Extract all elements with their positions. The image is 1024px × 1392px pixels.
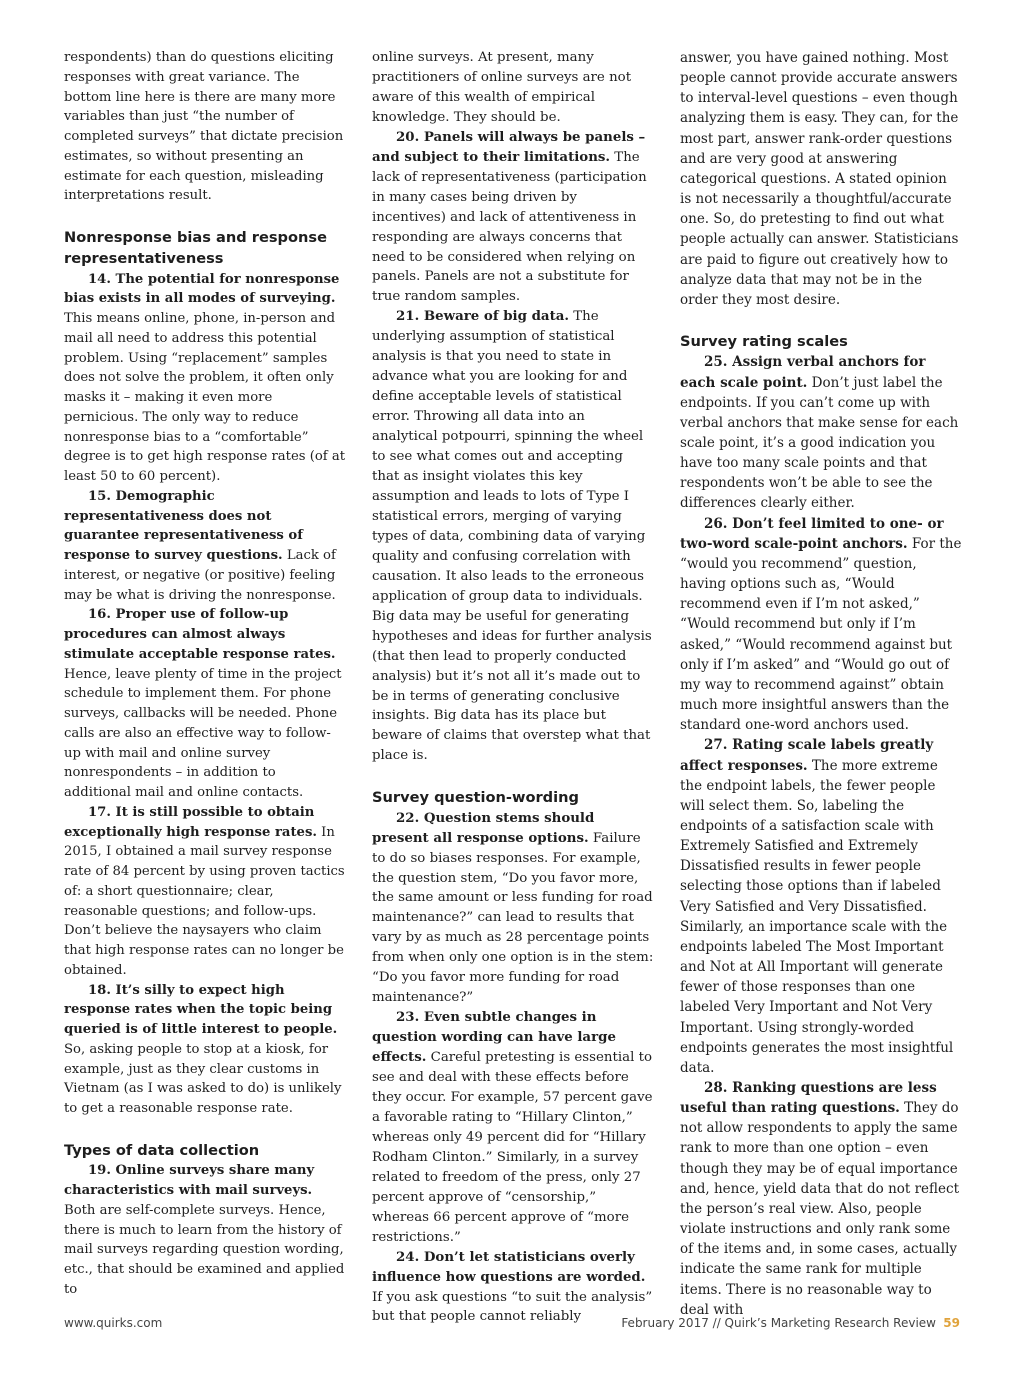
tip-27-title: 27. Rating scale labels greatly affect responses. <box>680 737 934 774</box>
tip-27 <box>680 735 962 1078</box>
paragraph: online surveys. At present, many practitioners of online surveys are not aware of this wealth of empirical knowledge. They should be. <box>372 50 632 125</box>
tip-24-body: If you ask questions “to suit the analysis” but that people cannot reliably <box>372 1289 653 1325</box>
tip-23-title: 23. Even subtle changes in question wording can have large effects. <box>372 1009 616 1066</box>
tip-21-title: 21. Beware of big data. <box>396 308 570 325</box>
tip-20-title: 20. Panels will always be panels – and subject to their limitations. <box>372 128 646 165</box>
tip-23 <box>372 1008 654 1247</box>
tip-25-title: 25. Assign verbal anchors for each scale point. <box>680 354 926 391</box>
tip-17-body: In 2015, I obtained a mail survey response rate of 84 percent by using proven tactics of: a short questionnaire; clear, reasonable questions; and follow-ups. Don’t believe the naysayers who claim that high response rates can no longer be obtained. <box>64 824 345 978</box>
tip-22-body: Failure to do so biases responses. For example, the question stem, “Do you favor more, the same amount or less funding for road maintenance?” can lead to results that vary by as much as 28 percentage points from when only one option is in the stem: “Do you favor more funding for road maintenance?” <box>372 830 654 1006</box>
tip-15-body: Lack of interest, or negative (or positive) feeling may be what is driving the nonresponse. <box>64 548 336 603</box>
tip-14-body: This means online, phone, in-person and mail all need to address this potential problem. Using “replacement” samples does not solve the problem, it often only masks it – making it even more pernicious. The only way to reduce nonresponse bias to a “comfortable” degree is to get high response rates (of at least 50 to 60 percent). <box>64 311 346 485</box>
tip-17 <box>64 803 346 981</box>
footer-publication: February 2017 // Quirk’s Marketing Research Review <box>621 1316 936 1330</box>
section-heading-wording: Survey question-wording <box>372 789 579 807</box>
tip-25 <box>680 352 962 513</box>
tip-23-body: Careful pretesting is essential to see and deal with these effects before they occur. For example, 57 percent gave a favorable rating to “Hillary Clinton,” whereas only 49 percent did for “Hillary Rodham Clinton.” Similarly, in a survey related to freedom of the press, only 27 percent approve of “censorship,” whereas 66 percent approve of “more restrictions.” <box>372 1050 653 1245</box>
tip-24-title: 24. Don’t let statisticians overly influence how questions are worded. <box>372 1248 646 1285</box>
tip-20-body: The lack of representativeness (participation in many cases being driven by incentives) and lack of attentiveness in responding are always concerns that need to be considered when relying on panels. Panels are not a substitute for true random samples. <box>372 149 647 305</box>
paragraph: respondents) than do questions eliciting responses with great variance. The bottom line here is there are many more variables than just “the number of completed surveys” that dictate precision estimates, so without presenting an estimate for each question, misleading interpretations result. <box>64 50 344 204</box>
tip-24 <box>372 1248 654 1328</box>
tip-18 <box>64 981 346 1119</box>
tip-16-title: 16. Proper use of follow-up procedures can almost always stimulate acceptable response rates. <box>64 607 336 662</box>
tip-20 <box>372 128 654 308</box>
tip-18-title: 18. It’s silly to expect high response rates when the topic being queried is of little interest to people. <box>64 982 338 1038</box>
tip-22-title: 22. Question stems should present all response options. <box>372 809 595 846</box>
tip-22 <box>372 809 654 1009</box>
section-heading-nonresponse: Nonresponse bias and response representativeness <box>64 229 327 268</box>
tip-17-title: 17. It is still possible to obtain exceptionally high response rates. <box>64 804 317 840</box>
tip-15-title: 15. Demographic representativeness does not guarantee representativeness of response to survey questions. <box>64 488 303 564</box>
tip-15 <box>64 487 346 606</box>
tip-28 <box>680 1078 962 1320</box>
page-number: 59 <box>943 1316 960 1330</box>
tip-19-body: Both are self-complete surveys. Hence, there is much to learn from the history of mail surveys regarding question wording, etc., that should be examined and applied to <box>64 1202 345 1297</box>
paragraph: answer, you have gained nothing. Most people cannot provide accurate answers to interval-level questions – even though analyzing them is easy. They can, for the most part, answer rank-order questions and are very good at answering categorical questions. A stated opinion is not necessarily a thoughtful/accurate one. So, do pretesting to find out what people actually can answer. Statisticians are paid to figure out creatively how to analyze data that may not be in the order they most desire. <box>680 50 959 308</box>
tip-28-title: 28. Ranking questions are less useful than rating questions. <box>680 1080 937 1117</box>
tip-27-body: The more extreme the endpoint labels, the fewer people will select them. So, labeling the endpoints of a satisfaction scale with Extremely Satisfied and Extremely Dissatisfied results in fewer people selecting those options than if labeled Very Satisfied and Very Dissatisfied. Similarly, an importance scale with the endpoints labeled The Most Important and Not at All Important will generate fewer of those responses than one labeled Very Important and Not Very Important. Using strongly-worded endpoints generates the most insightful data. <box>680 757 954 1076</box>
tip-26 <box>680 514 962 736</box>
tip-21-body: The underlying assumption of statistical analysis is that you need to state in advance what you are looking for and define acceptable levels of statistical error. Throwing all data into an analytical potpourri, spinning the wheel to see what comes out and accepting that as insight violates this key assumption and leads to lots of Type I statistical errors, merging of varying types of data, combining data of varying quality and confusing correlation with causation. It also leads to the erroneous application of group data to individuals. Big data may be useful for generating hypotheses and ideas for further analysis (that then lead to properly conducted analysis) but it’s not all it’s made out to be in terms of generating conclusive insights. Big data has its place but beware of claims that overstep what that place is. <box>372 309 652 764</box>
column-2 <box>372 48 654 1327</box>
tip-26-body: For the “would you recommend” question, having options such as, “Would recommend even if I’m not asked,” “Would recommend but only if I’m asked,” “Would recommend against but only if I’m asked” and “Would go out of my way to recommend against” obtain much more insightful answers than the standard one-word anchors used. <box>680 535 962 734</box>
column-1 <box>64 48 346 1300</box>
tip-19-title: 19. Online surveys share many characteristics with mail surveys. <box>64 1163 315 1199</box>
tip-16 <box>64 605 346 803</box>
tip-21 <box>372 307 654 766</box>
tip-18-body: So, asking people to stop at a kiosk, for example, just as they clear customs in Vietnam (as I was asked to do) is unlikely to get a reasonable response rate. <box>64 1041 342 1117</box>
column-3 <box>680 48 962 1320</box>
tip-26-title: 26. Don’t feel limited to one- or two-word scale-point anchors. <box>680 515 944 552</box>
tip-14 <box>64 270 346 487</box>
tip-19 <box>64 1161 346 1299</box>
tip-16-body: Hence, leave plenty of time in the project schedule to implement them. For phone surveys, callbacks will be needed. Phone calls are also an effective way to follow-up with mail and online survey nonrespondents – in addition to additional mail and online contacts. <box>64 666 342 801</box>
tip-14-title: 14. The potential for nonresponse bias exists in all modes of surveying. <box>64 271 340 307</box>
tip-28-body: They do not allow respondents to apply the same rank to more than one option – even though they may be of equal importance and, hence, yield data that do not reflect the person’s real view. Also, people violate instructions and only rank some of the items and, in some cases, actually indicate the same rank for multiple items. There is no reasonable way to deal with <box>680 1100 960 1318</box>
section-heading-types: Types of data collection <box>64 1141 260 1159</box>
tip-25-body: Don’t just label the endpoints. If you can’t come up with verbal anchors that make sense for each scale point, it’s a good indication you have too many scale points and that respondents won’t be able to see the differences clearly either. <box>680 374 959 512</box>
footer-url: www.quirks.com <box>64 1316 163 1330</box>
section-heading-scales: Survey rating scales <box>680 333 848 351</box>
